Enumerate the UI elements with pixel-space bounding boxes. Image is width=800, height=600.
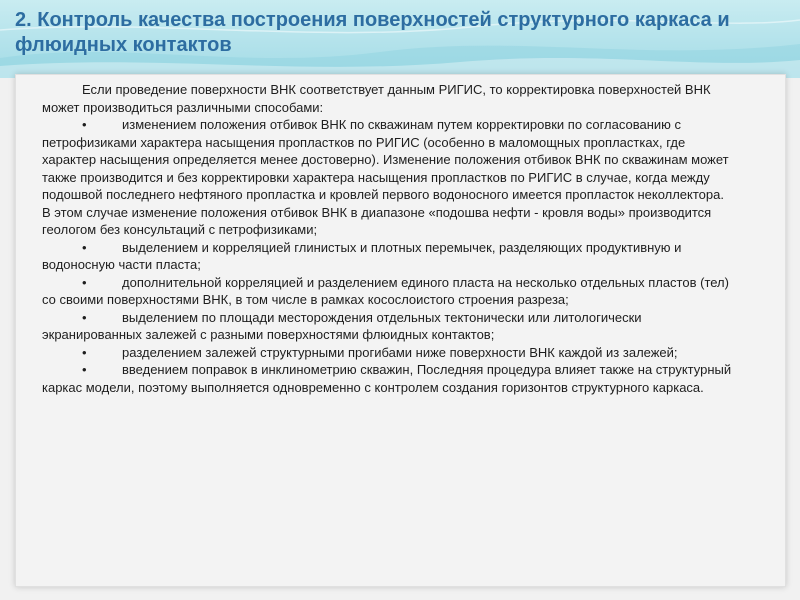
list-item-text: введением поправок в инклинометрию скважин, Последняя процедура влияет также на структурный каркас модели, поэтому выполняется одновременно с контролем создания горизонтов структурного каркаса. — [42, 362, 732, 395]
bullet-marker: • — [82, 344, 87, 360]
list-item-text: разделением залежей структурными прогибами ниже поверхности ВНК каждой из залежей; — [122, 344, 678, 360]
intro-paragraph: Если проведение поверхности ВНК соответствует данным РИГИС, то корректировка поверхностей ВНК может производиться различными способами: — [42, 82, 711, 115]
list-item-text: выделением по площади месторождения отдельных тектонически или литологически экранированных залежей с разными поверхностями флюидных контактов; — [42, 309, 642, 342]
bullet-marker: • — [82, 239, 87, 255]
bullet-marker: • — [82, 274, 87, 290]
list-item — [42, 239, 732, 274]
list-item — [42, 361, 732, 396]
bullet-marker: • — [82, 309, 87, 325]
bullet-marker: • — [82, 362, 87, 377]
list-item-text: дополнительной корреляцией и разделением единого пласта на несколько отдельных пластов (тел) со своими поверхностями ВНК, в том числе в рамках косослоистого строения разреза; — [42, 274, 729, 307]
list-item — [42, 344, 732, 362]
slide-body — [42, 81, 732, 396]
list-item — [42, 274, 732, 309]
list-item-text: изменением положения отбивок ВНК по скважинам путем корректировки по согласованию с петрофизиками характера насыщения пропластков по РИГИС (особенно в маломощных пропластках, где характер насыщения определяется менее достоверно). Изменение положения отбивок ВНК по скважинам может также производится и без корректировки характера насыщения пропластков по РИГИС в случае, когда между подошвой последнего нефтяного пропластка и кровлей первого водоносного имеется пропласток неколлектора. В этом случае изменение положения отбивок ВНК в диапазоне «подошва нефти - кровля воды» производится геологом без консультаций с петрофизиками; — [42, 117, 729, 237]
slide-title: 2. Контроль качества построения поверхностей структурного каркаса и флюидных контактов — [15, 9, 730, 56]
bullet-marker: • — [82, 117, 87, 132]
list-item-text: выделением и корреляцией глинистых и плотных перемычек, разделяющих продуктивную и водоносную части пласта; — [42, 239, 682, 272]
list-item — [42, 116, 732, 239]
list-item — [42, 309, 732, 344]
